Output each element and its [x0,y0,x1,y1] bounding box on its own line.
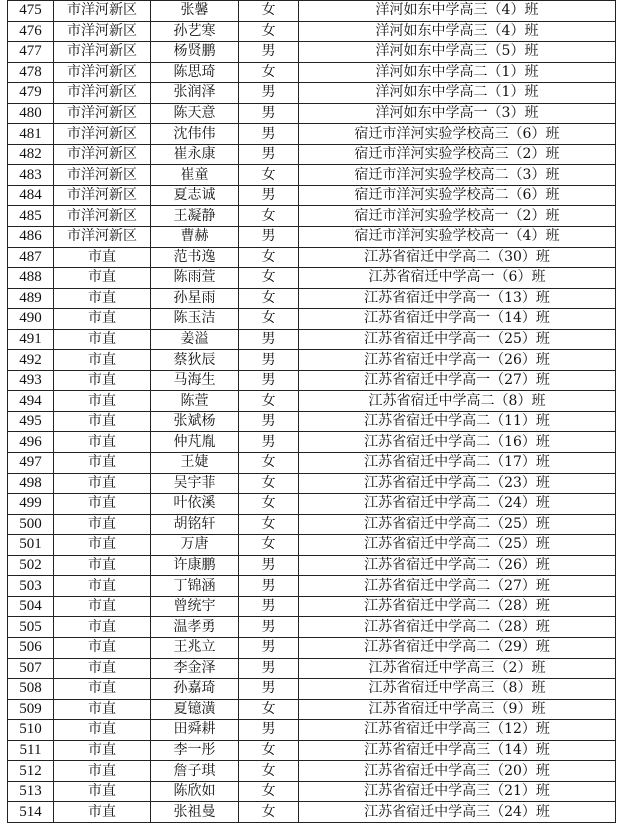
table-row [8,62,616,83]
table-row [8,761,616,782]
class-cell: 洋河如东中学高二（1）班 [299,83,616,104]
district-cell: 市直 [54,576,151,597]
district-cell: 市直 [54,555,151,576]
class-cell: 江苏省宿迁中学高二（28）班 [299,617,616,638]
district-cell: 市直 [54,658,151,679]
row-number: 488 [8,268,54,289]
row-number: 507 [8,658,54,679]
gender-cell: 女 [239,453,299,474]
table-row [8,411,616,432]
district-cell: 市洋河新区 [54,185,151,206]
table-row [8,21,616,42]
row-number: 514 [8,802,54,823]
row-number: 497 [8,453,54,474]
gender-cell: 女 [239,288,299,309]
name-cell: 陈萱 [151,391,239,412]
class-cell: 江苏省宿迁中学高三（2）班 [299,658,616,679]
table-row [8,391,616,412]
class-cell: 宿迁市洋河实验学校高一（4）班 [299,227,616,248]
row-number: 475 [8,1,54,22]
class-cell: 江苏省宿迁中学高二（26）班 [299,555,616,576]
class-cell: 江苏省宿迁中学高二（8）班 [299,391,616,412]
district-cell: 市直 [54,350,151,371]
table-row [8,535,616,556]
name-cell: 孙艺寒 [151,21,239,42]
row-number: 501 [8,535,54,556]
district-cell: 市直 [54,391,151,412]
district-cell: 市直 [54,781,151,802]
row-number: 505 [8,617,54,638]
row-number: 487 [8,247,54,268]
district-cell: 市直 [54,514,151,535]
row-number: 477 [8,42,54,63]
name-cell: 范书逸 [151,247,239,268]
class-cell: 江苏省宿迁中学高三（20）班 [299,761,616,782]
name-cell: 孙嘉琦 [151,679,239,700]
district-cell: 市直 [54,247,151,268]
class-cell: 江苏省宿迁中学高一（14）班 [299,309,616,330]
class-cell: 江苏省宿迁中学高二（23）班 [299,473,616,494]
class-cell: 江苏省宿迁中学高二（25）班 [299,514,616,535]
district-cell: 市直 [54,617,151,638]
row-number: 481 [8,124,54,145]
class-cell: 宿迁市洋河实验学校高二（6）班 [299,185,616,206]
gender-cell: 男 [239,555,299,576]
row-number: 492 [8,350,54,371]
class-cell: 江苏省宿迁中学高一（27）班 [299,370,616,391]
district-cell: 市直 [54,453,151,474]
row-number: 486 [8,227,54,248]
district-cell: 市直 [54,679,151,700]
name-cell: 曹赫 [151,227,239,248]
district-cell: 市直 [54,329,151,350]
gender-cell: 女 [239,514,299,535]
district-cell: 市直 [54,268,151,289]
table-row [8,494,616,515]
row-number: 479 [8,83,54,104]
district-cell: 市洋河新区 [54,124,151,145]
table-row [8,555,616,576]
table-row [8,268,616,289]
gender-cell: 女 [239,21,299,42]
class-cell: 江苏省宿迁中学高二（29）班 [299,637,616,658]
class-cell: 宿迁市洋河实验学校高三（6）班 [299,124,616,145]
row-number: 496 [8,432,54,453]
row-number: 495 [8,411,54,432]
table-row [8,802,616,823]
gender-cell: 女 [239,802,299,823]
district-cell: 市直 [54,596,151,617]
district-cell: 市直 [54,288,151,309]
district-cell: 市直 [54,535,151,556]
class-cell: 江苏省宿迁中学高二（30）班 [299,247,616,268]
name-cell: 许康鹏 [151,555,239,576]
gender-cell: 男 [239,144,299,165]
name-cell: 叶依溪 [151,494,239,515]
class-cell: 江苏省宿迁中学高三（24）班 [299,802,616,823]
class-cell: 江苏省宿迁中学高二（16）班 [299,432,616,453]
gender-cell: 女 [239,206,299,227]
gender-cell: 女 [239,165,299,186]
name-cell: 曾统宇 [151,596,239,617]
name-cell: 陈思琦 [151,62,239,83]
row-number: 483 [8,165,54,186]
row-number: 511 [8,740,54,761]
name-cell: 张润泽 [151,83,239,104]
name-cell: 马海生 [151,370,239,391]
row-number: 493 [8,370,54,391]
gender-cell: 男 [239,637,299,658]
class-cell: 江苏省宿迁中学高三（21）班 [299,781,616,802]
gender-cell: 女 [239,740,299,761]
table-row [8,165,616,186]
roster-body [8,1,616,823]
name-cell: 田舜耕 [151,720,239,741]
gender-cell: 男 [239,227,299,248]
row-number: 482 [8,144,54,165]
gender-cell: 女 [239,62,299,83]
class-cell: 江苏省宿迁中学高二（24）班 [299,494,616,515]
class-cell: 洋河如东中学高三（5）班 [299,42,616,63]
district-cell: 市直 [54,720,151,741]
district-cell: 市洋河新区 [54,103,151,124]
gender-cell: 女 [239,494,299,515]
gender-cell: 男 [239,596,299,617]
class-cell: 洋河如东中学高三（4）班 [299,21,616,42]
name-cell: 张馨 [151,1,239,22]
table-row [8,206,616,227]
class-cell: 江苏省宿迁中学高一（13）班 [299,288,616,309]
gender-cell: 女 [239,268,299,289]
gender-cell: 男 [239,103,299,124]
table-row [8,473,616,494]
class-cell: 洋河如东中学高三（4）班 [299,1,616,22]
class-cell: 江苏省宿迁中学高三（12）班 [299,720,616,741]
table-row [8,679,616,700]
district-cell: 市洋河新区 [54,165,151,186]
gender-cell: 男 [239,432,299,453]
class-cell: 江苏省宿迁中学高一（26）班 [299,350,616,371]
district-cell: 市洋河新区 [54,83,151,104]
table-row [8,329,616,350]
gender-cell: 女 [239,1,299,22]
name-cell: 蔡狄辰 [151,350,239,371]
class-cell: 江苏省宿迁中学高一（6）班 [299,268,616,289]
row-number: 503 [8,576,54,597]
row-number: 480 [8,103,54,124]
name-cell: 王凝静 [151,206,239,227]
table-row [8,227,616,248]
row-number: 484 [8,185,54,206]
name-cell: 夏镱潢 [151,699,239,720]
class-cell: 江苏省宿迁中学高三（14）班 [299,740,616,761]
table-row [8,144,616,165]
class-cell: 江苏省宿迁中学高三（9）班 [299,699,616,720]
table-row [8,42,616,63]
row-number: 489 [8,288,54,309]
class-cell: 江苏省宿迁中学高二（17）班 [299,453,616,474]
table-row [8,103,616,124]
district-cell: 市直 [54,411,151,432]
class-cell: 宿迁市洋河实验学校高二（3）班 [299,165,616,186]
district-cell: 市洋河新区 [54,206,151,227]
class-cell: 江苏省宿迁中学高二（25）班 [299,535,616,556]
gender-cell: 女 [239,309,299,330]
row-number: 512 [8,761,54,782]
class-cell: 洋河如东中学高二（1）班 [299,62,616,83]
district-cell: 市洋河新区 [54,1,151,22]
class-cell: 江苏省宿迁中学高二（11）班 [299,411,616,432]
gender-cell: 男 [239,329,299,350]
gender-cell: 女 [239,761,299,782]
table-row [8,288,616,309]
row-number: 494 [8,391,54,412]
gender-cell: 男 [239,576,299,597]
name-cell: 万唐 [151,535,239,556]
gender-cell: 女 [239,391,299,412]
row-number: 490 [8,309,54,330]
gender-cell: 女 [239,699,299,720]
table-row [8,781,616,802]
row-number: 478 [8,62,54,83]
gender-cell: 女 [239,247,299,268]
row-number: 491 [8,329,54,350]
table-row [8,720,616,741]
name-cell: 陈欣如 [151,781,239,802]
name-cell: 丁锦涵 [151,576,239,597]
gender-cell: 男 [239,679,299,700]
gender-cell: 男 [239,411,299,432]
name-cell: 姜溢 [151,329,239,350]
table-row [8,309,616,330]
name-cell: 胡铭轩 [151,514,239,535]
gender-cell: 女 [239,781,299,802]
district-cell: 市直 [54,637,151,658]
gender-cell: 男 [239,370,299,391]
name-cell: 温孝勇 [151,617,239,638]
name-cell: 李一彤 [151,740,239,761]
table-row [8,740,616,761]
district-cell: 市直 [54,761,151,782]
district-cell: 市洋河新区 [54,42,151,63]
row-number: 506 [8,637,54,658]
name-cell: 王婕 [151,453,239,474]
gender-cell: 男 [239,658,299,679]
table-row [8,596,616,617]
row-number: 476 [8,21,54,42]
name-cell: 夏志诚 [151,185,239,206]
district-cell: 市直 [54,740,151,761]
name-cell: 陈雨萱 [151,268,239,289]
row-number: 500 [8,514,54,535]
district-cell: 市洋河新区 [54,227,151,248]
row-number: 499 [8,494,54,515]
name-cell: 仲芃胤 [151,432,239,453]
name-cell: 吴宇菲 [151,473,239,494]
row-number: 513 [8,781,54,802]
district-cell: 市直 [54,309,151,330]
gender-cell: 男 [239,720,299,741]
district-cell: 市直 [54,699,151,720]
gender-cell: 女 [239,473,299,494]
class-cell: 宿迁市洋河实验学校高三（2）班 [299,144,616,165]
name-cell: 张祖曼 [151,802,239,823]
table-row [8,699,616,720]
name-cell: 陈天意 [151,103,239,124]
gender-cell: 男 [239,42,299,63]
table-row [8,247,616,268]
name-cell: 沈伟伟 [151,124,239,145]
table-row [8,350,616,371]
name-cell: 孙星雨 [151,288,239,309]
table-row [8,83,616,104]
district-cell: 市直 [54,370,151,391]
name-cell: 詹子琪 [151,761,239,782]
row-number: 509 [8,699,54,720]
name-cell: 崔永康 [151,144,239,165]
class-cell: 江苏省宿迁中学高二（27）班 [299,576,616,597]
class-cell: 江苏省宿迁中学高二（28）班 [299,596,616,617]
row-number: 510 [8,720,54,741]
table-row [8,1,616,22]
gender-cell: 女 [239,535,299,556]
district-cell: 市直 [54,494,151,515]
gender-cell: 男 [239,124,299,145]
table-row [8,432,616,453]
class-cell: 江苏省宿迁中学高一（25）班 [299,329,616,350]
district-cell: 市洋河新区 [54,144,151,165]
name-cell: 崔童 [151,165,239,186]
gender-cell: 男 [239,617,299,638]
gender-cell: 男 [239,185,299,206]
row-number: 485 [8,206,54,227]
district-cell: 市直 [54,802,151,823]
table-row [8,185,616,206]
name-cell: 张斌杨 [151,411,239,432]
row-number: 498 [8,473,54,494]
row-number: 508 [8,679,54,700]
table-row [8,453,616,474]
district-cell: 市洋河新区 [54,62,151,83]
table-row [8,370,616,391]
row-number: 502 [8,555,54,576]
table-row [8,617,616,638]
table-row [8,124,616,145]
gender-cell: 男 [239,83,299,104]
class-cell: 江苏省宿迁中学高三（8）班 [299,679,616,700]
row-number: 504 [8,596,54,617]
table-row [8,658,616,679]
class-cell: 洋河如东中学高一（3）班 [299,103,616,124]
table-row [8,514,616,535]
table-row [8,637,616,658]
name-cell: 杨贤鹏 [151,42,239,63]
class-cell: 宿迁市洋河实验学校高一（2）班 [299,206,616,227]
name-cell: 王兆立 [151,637,239,658]
district-cell: 市洋河新区 [54,21,151,42]
table-row [8,576,616,597]
name-cell: 陈玉洁 [151,309,239,330]
district-cell: 市直 [54,432,151,453]
district-cell: 市直 [54,473,151,494]
name-cell: 李金泽 [151,658,239,679]
student-roster-table [7,0,616,823]
gender-cell: 男 [239,350,299,371]
